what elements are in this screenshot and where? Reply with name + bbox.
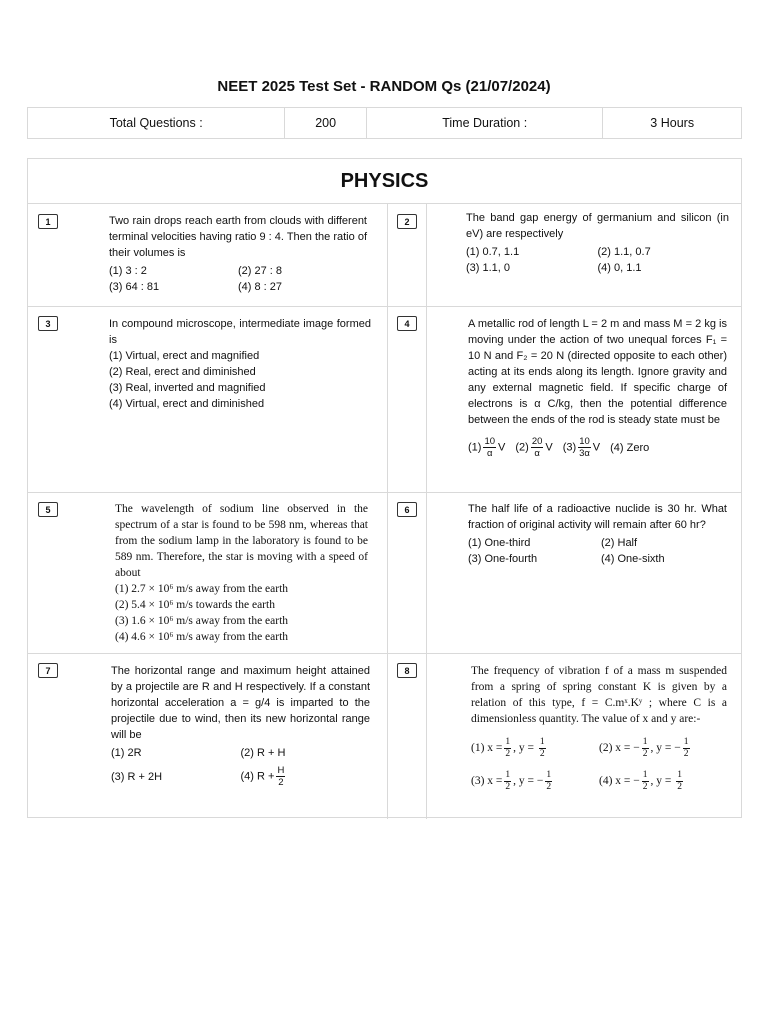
option[interactable]: (3) 1.6 × 10⁶ m/s away from the earth xyxy=(115,615,289,627)
row-divider xyxy=(28,653,741,654)
question-text: In compound microscope, intermediate image formed is xyxy=(109,318,371,346)
question-number: 6 xyxy=(397,502,417,517)
option[interactable]: (3) One-fourth xyxy=(468,553,538,565)
option[interactable]: (2) $\frac{20}{\alpha}$ V xyxy=(515,436,553,459)
question-number: 1 xyxy=(38,214,58,229)
question-6 xyxy=(468,501,727,567)
question-text: The wavelength of sodium line observed in the spectrum of a star is found to be 598 nm, whereas that from the sodium lamp in the laboratory is found to be 589 nm. Therefore, the star is moving with a speed of about xyxy=(115,503,368,579)
option[interactable]: (4) 0, 1.1 xyxy=(597,262,642,274)
question-sheet xyxy=(27,158,742,818)
total-questions-label: Total Questions : xyxy=(28,108,285,138)
subject-heading: PHYSICS xyxy=(28,159,741,204)
time-duration-value: 3 Hours xyxy=(650,116,695,130)
option[interactable]: (3) 1.1, 0 xyxy=(466,262,511,274)
column-divider xyxy=(426,204,427,819)
option[interactable]: (4) 8 : 27 xyxy=(238,281,283,293)
question-number: 4 xyxy=(397,316,417,331)
question-text: A metallic rod of length L = 2 m and mass M = 2 kg is moving under the action of two unequal forces F₁ = 10 N and F₂ = 20 N (directed opposite to each other) acting at its ends along its length. Ignore gravity and any external magnetic field. If specific charge of electrons is α C/kg, then the potential difference between the ends of the rod is steady state must be xyxy=(468,318,727,426)
option[interactable]: (4) One-sixth xyxy=(601,553,665,565)
question-text: The horizontal range and maximum height attained by a projectile are R and H respectively. If a constant horizontal acceleration a = g/4 is imparted to the projectile due to wind, then its new horizontal range will be xyxy=(111,665,370,741)
question-5 xyxy=(115,501,368,645)
question-text: Two rain drops reach earth from clouds with different terminal velocities having ratio 9 : 4. Then the ratio of their volumes is xyxy=(109,215,367,259)
page-title: NEET 2025 Test Set - RANDOM Qs (21/07/2024) xyxy=(217,78,551,95)
row-divider xyxy=(28,492,741,493)
row-divider xyxy=(28,306,741,307)
option[interactable]: (3) x = $\frac{1}{2}$ , y = − $\frac{1}{2}$ xyxy=(471,770,552,792)
option[interactable]: (4) Zero xyxy=(610,441,650,454)
option[interactable]: (1) 3 : 2 xyxy=(109,265,147,277)
option[interactable]: (2) 1.1, 0.7 xyxy=(597,246,651,258)
question-text: The frequency of vibration f of a mass m suspended from a spring of spring constant K is given by a relation of this type, f = C.mˣ.Kʸ ; where C is a dimensionless quantity. The value of x and y are:- xyxy=(471,665,727,725)
question-number: 7 xyxy=(38,663,58,678)
option[interactable]: (2) Real, erect and diminished xyxy=(109,366,256,378)
question-4 xyxy=(468,316,727,459)
option[interactable]: (4) Virtual, erect and diminished xyxy=(109,398,265,410)
option[interactable]: (1) 2.7 × 10⁶ m/s away from the earth xyxy=(115,583,289,595)
option[interactable]: (3) Real, inverted and magnified xyxy=(109,382,266,394)
question-number: 3 xyxy=(38,316,58,331)
option[interactable]: (3) 64 : 81 xyxy=(109,281,160,293)
question-8 xyxy=(471,663,727,793)
option[interactable]: (2) R + H xyxy=(240,747,286,759)
total-questions-value: 200 xyxy=(285,108,367,138)
question-number: 2 xyxy=(397,214,417,229)
option[interactable]: (1) Virtual, erect and magnified xyxy=(109,350,260,362)
question-text: The band gap energy of germanium and silicon (in eV) are respectively xyxy=(466,212,729,240)
option[interactable]: (4) 4.6 × 10⁶ m/s away from the earth xyxy=(115,631,289,643)
option[interactable]: (2) x = − $\frac{1}{2}$ , y = − $\frac{1}{2}$ xyxy=(599,737,689,759)
option[interactable]: (1) 2R xyxy=(111,747,142,759)
option[interactable]: (3) $\frac{10}{3\alpha}$ V xyxy=(562,436,601,459)
question-text: The half life of a radioactive nuclide is 30 hr. What fraction of original activity will remain after 60 hr? xyxy=(468,503,727,531)
option[interactable]: (4) x = − $\frac{1}{2}$ , y = $\frac{1}{2}$ xyxy=(599,770,683,792)
time-duration-label: Time Duration : xyxy=(367,108,603,138)
question-number: 8 xyxy=(397,663,417,678)
option[interactable]: (1) $\frac{10}{\alpha}$ V xyxy=(468,436,506,459)
option[interactable]: (1) 0.7, 1.1 xyxy=(466,246,520,258)
column-divider xyxy=(387,204,388,819)
option[interactable]: (1) x = $\frac{1}{2}$ , y = $\frac{1}{2}$ xyxy=(471,737,545,759)
question-7 xyxy=(111,663,370,788)
option[interactable]: (3) R + 2H xyxy=(111,770,163,783)
option[interactable]: (2) 27 : 8 xyxy=(238,265,283,277)
test-info-bar xyxy=(27,107,742,139)
option[interactable]: (2) Half xyxy=(601,537,638,549)
question-number: 5 xyxy=(38,502,58,517)
option[interactable]: (4) R + $\frac{H}{2}$ xyxy=(240,765,285,788)
option[interactable]: (2) 5.4 × 10⁶ m/s towards the earth xyxy=(115,599,275,611)
option[interactable]: (1) One-third xyxy=(468,537,531,549)
question-3 xyxy=(109,316,371,412)
question-2 xyxy=(466,210,729,276)
question-1 xyxy=(109,213,367,295)
